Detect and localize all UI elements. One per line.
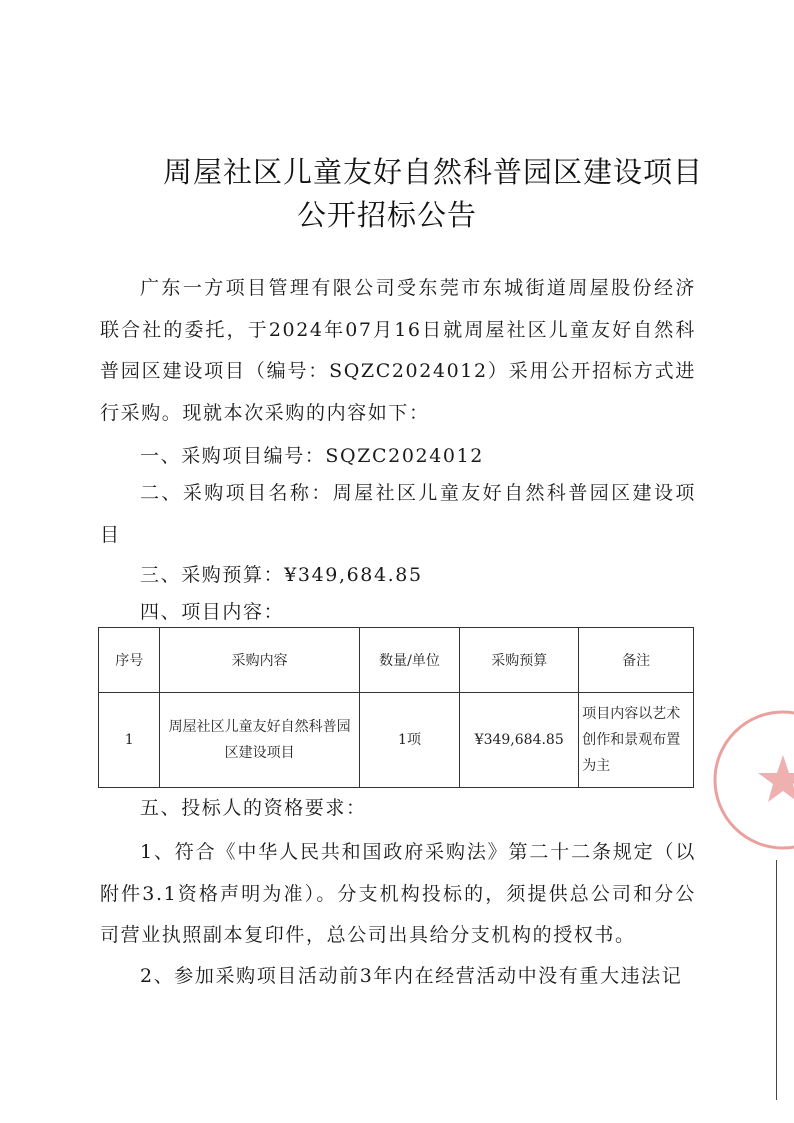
cell-budget: ¥349,684.85 <box>460 693 579 788</box>
header-budget: 采购预算 <box>460 628 579 693</box>
page-edge-mark <box>776 860 777 1100</box>
cell-qty: 1项 <box>359 693 459 788</box>
section-project-name: 二、采购项目名称：周屋社区儿童友好自然科普园区建设项目 <box>100 482 696 546</box>
procurement-table <box>98 627 694 788</box>
header-content: 采购内容 <box>160 628 359 693</box>
requirement-2: 2、参加采购项目活动前3年内在经营活动中没有重大违法记 <box>140 965 683 987</box>
company-seal <box>708 705 794 855</box>
cell-remark: 项目内容以艺术创作和景观布置为主 <box>579 693 694 788</box>
cell-content: 周屋社区儿童友好自然科普园区建设项目 <box>160 693 359 788</box>
header-remark: 备注 <box>579 628 694 693</box>
cell-no: 1 <box>99 693 160 788</box>
section-budget: 三、采购预算：¥349,684.85 <box>140 564 423 586</box>
section-project-content: 四、项目内容： <box>140 601 285 623</box>
requirement-1: 1、符合《中华人民共和国政府采购法》第二十二条规定（以附件3.1资格声明为准）。分支机构投标的，须提供总公司和分公司营业执照副本复印件，总公司出具给分支机构的授权书。 <box>100 841 696 946</box>
seal-star-icon <box>758 755 794 802</box>
intro-paragraph: 广东一方项目管理有限公司受东莞市东城街道周屋股份经济联合社的委托，于2024年07月16日就周屋社区儿童友好自然科普园区建设项目（编号：SQZC2024012）采用公开招标方式进行采购。现就本次采购的内容如下： <box>100 277 696 424</box>
document-title-line2: 公开招标公告 <box>296 198 477 232</box>
header-qty: 数量/单位 <box>359 628 459 693</box>
table-row <box>99 693 694 788</box>
table-header-row <box>99 628 694 693</box>
section-project-number: 一、采购项目编号：SQZC2024012 <box>140 445 484 467</box>
section-qualifications: 五、投标人的资格要求： <box>140 797 367 819</box>
document-title-line1: 周屋社区儿童友好自然科普园区建设项目 <box>162 155 703 189</box>
header-no: 序号 <box>99 628 160 693</box>
